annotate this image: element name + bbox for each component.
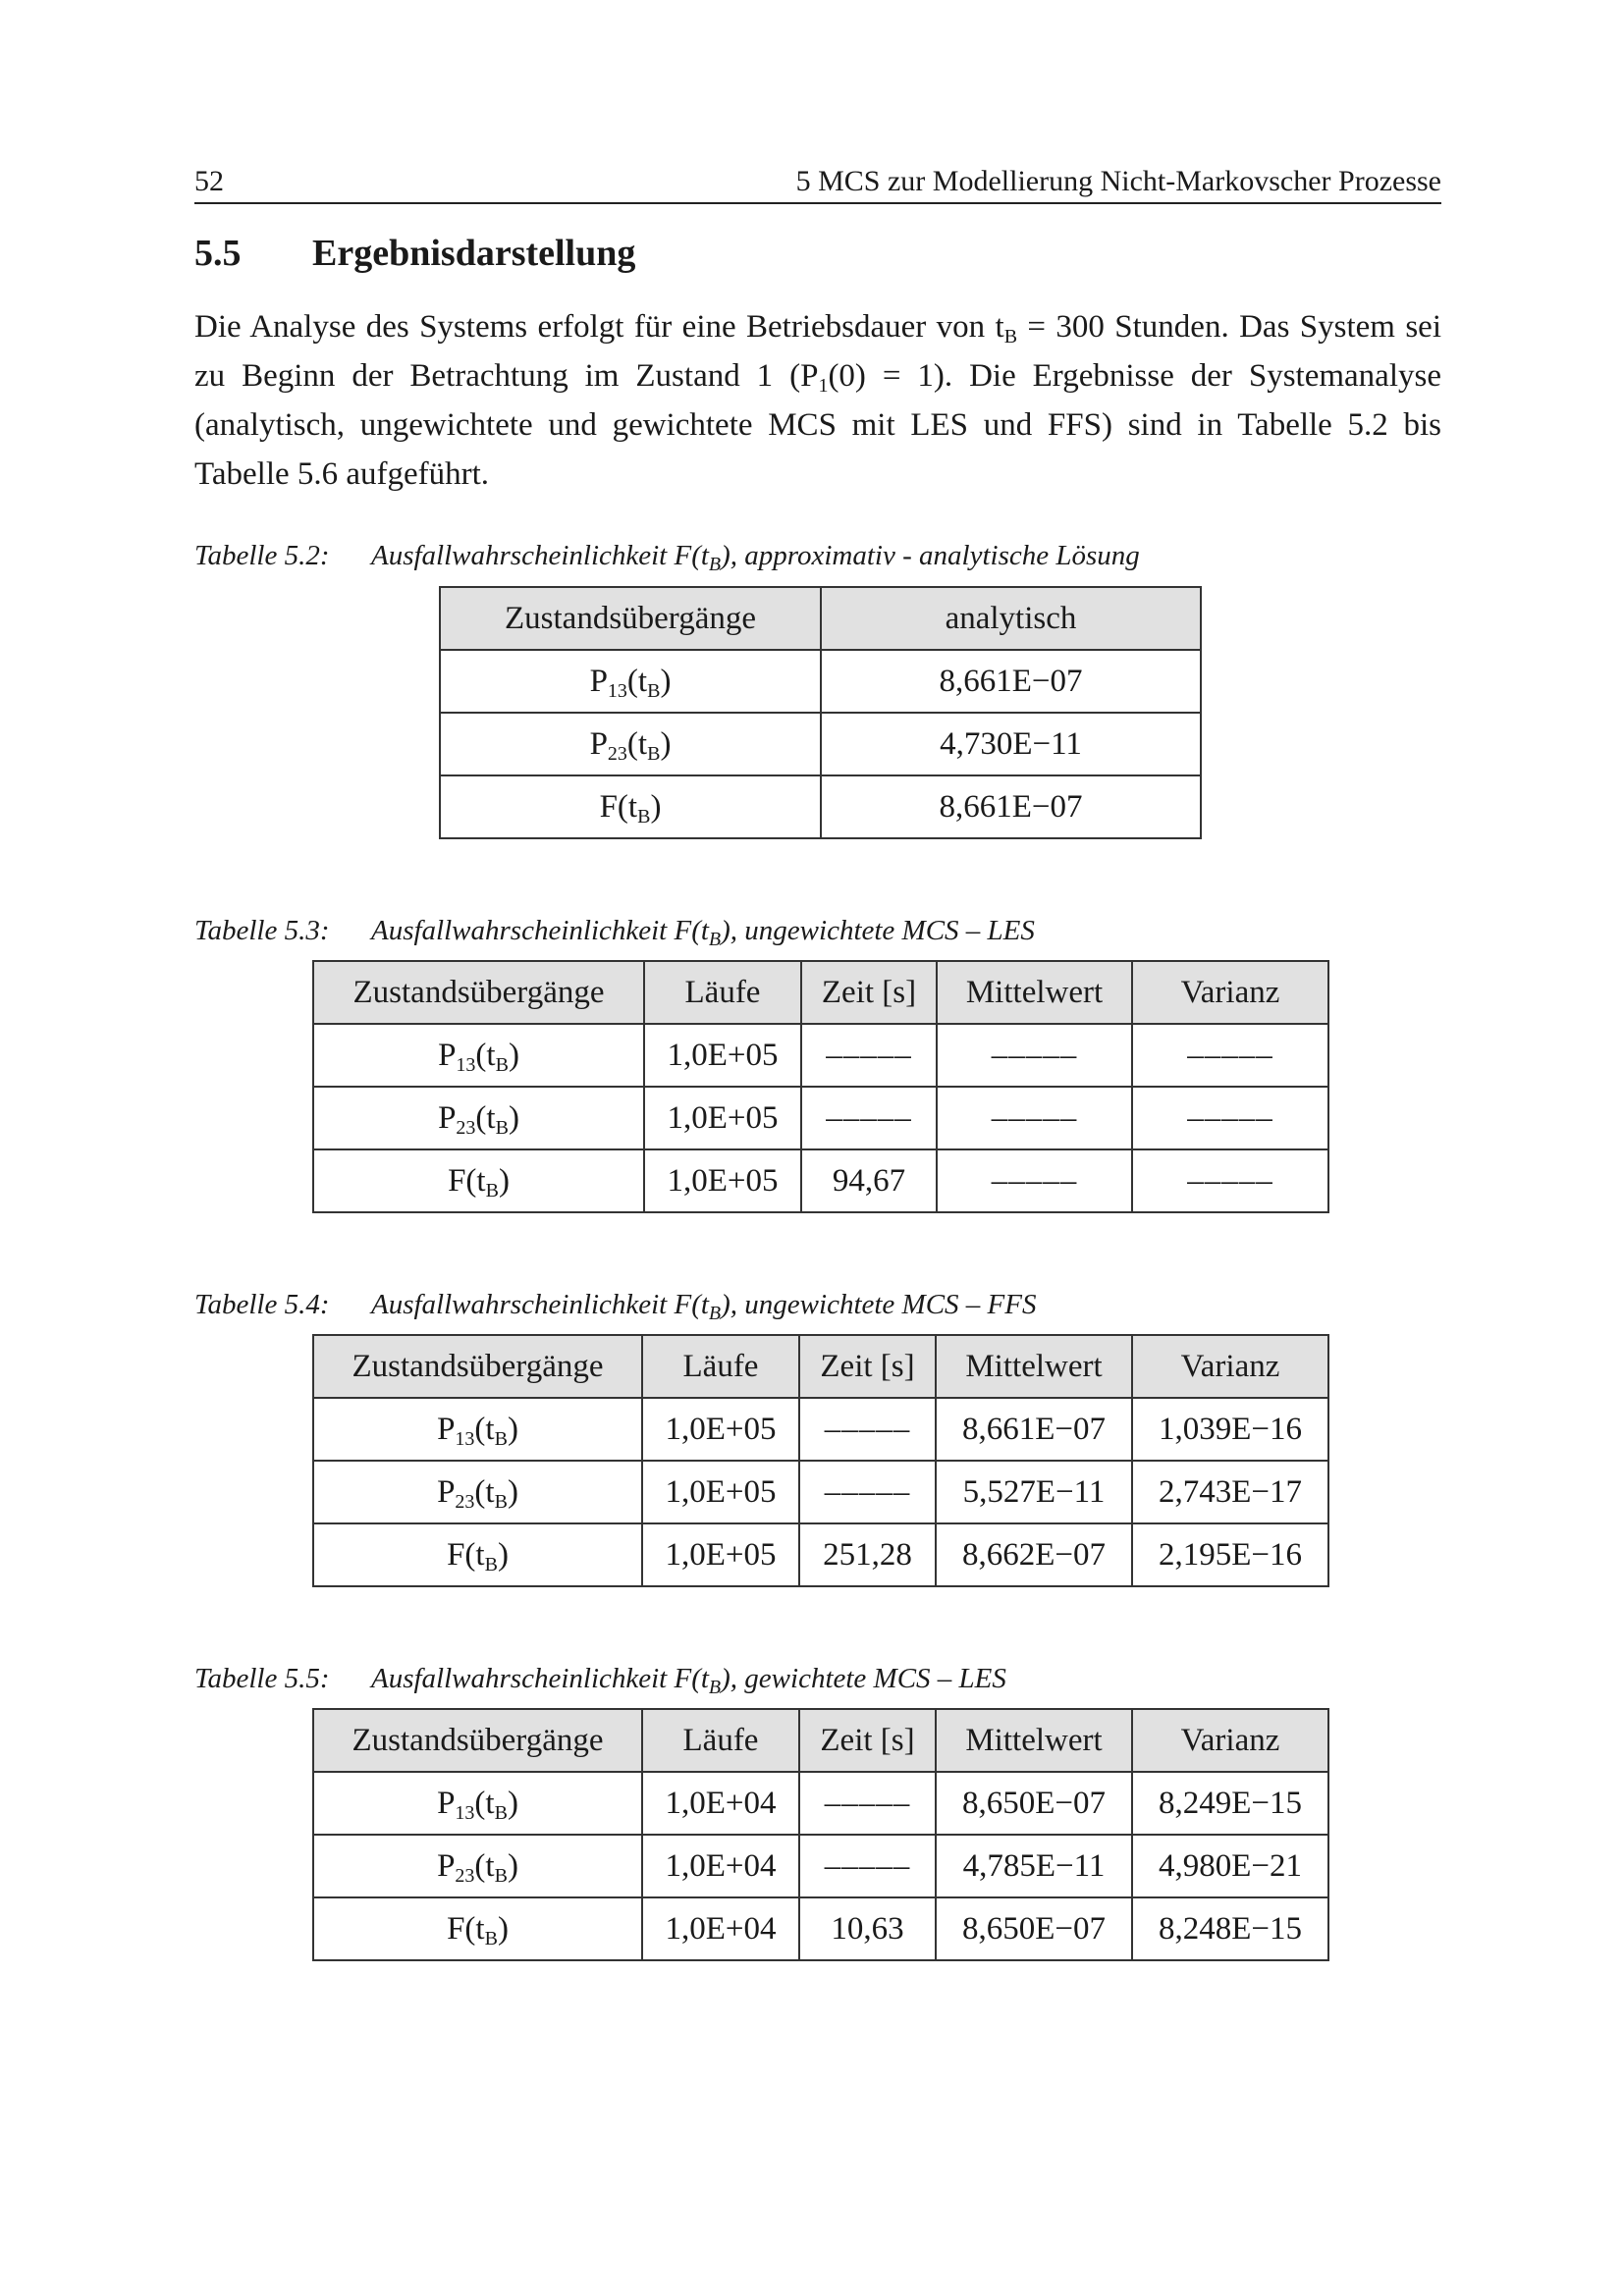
column-header: Läufe [642,1709,799,1772]
table-row [313,1523,1328,1586]
row-label: $P_{23}(t_B)$ [313,1835,642,1897]
paragraph-text: Die Analyse des Systems erfolgt für eine Betriebsdauer von t [194,309,1004,345]
caption-text: ), approximativ - analytische Lösung [721,540,1140,571]
cell-runs: 1,0E+04 [642,1835,799,1897]
column-header: Zeit [s] [799,1335,936,1398]
table-5-4 [312,1334,1329,1587]
table-row [440,650,1201,713]
cell-mean: 8,661E−07 [936,1398,1132,1461]
column-header: Varianz [1132,1335,1328,1398]
section-number: 5.5 [194,233,242,274]
cell-mean: ––––– [937,1024,1132,1087]
column-header: Zustandsübergänge [440,587,821,650]
table-header-row [313,1709,1328,1772]
row-label: $P_{13}(t_B)$ [313,1772,642,1835]
table-row [313,1772,1328,1835]
table-5-5 [312,1708,1329,1961]
caption-text: Ausfallwahrscheinlichkeit F(t [371,1289,709,1320]
paragraph-subscript: 1 [818,375,829,397]
chapter-title: 5 MCS zur Modellierung Nicht-Markovscher Prozesse [795,165,1441,197]
cell-mean: ––––– [937,1087,1132,1149]
row-label: $P_{13}(t_B)$ [440,650,821,713]
column-header: Zustandsübergänge [313,961,644,1024]
cell-variance: 4,980E−21 [1132,1835,1328,1897]
row-label: $P_{23}(t_B)$ [440,713,821,775]
page-number: 52 [194,165,224,197]
table-row [440,713,1201,775]
caption-label: Tabelle 5.3: [194,915,330,946]
cell-runs: 1,0E+05 [644,1087,801,1149]
table-caption-5-3 [194,915,1035,950]
caption-label: Tabelle 5.4: [194,1289,330,1320]
column-header: Mittelwert [936,1709,1132,1772]
cell-time: 94,67 [801,1149,937,1212]
row-label: $F(t_B)$ [313,1149,644,1212]
cell-variance: 1,039E−16 [1132,1398,1328,1461]
paragraph-subscript: B [1003,326,1018,347]
cell-variance: ––––– [1132,1149,1328,1212]
cell-runs: 1,0E+04 [642,1897,799,1960]
table-row [313,1835,1328,1897]
row-label: $F(t_B)$ [313,1897,642,1960]
cell-mean: ––––– [937,1149,1132,1212]
column-header: Mittelwert [936,1335,1132,1398]
cell-time: ––––– [801,1087,937,1149]
table-row [440,775,1201,838]
body-paragraph [194,302,1441,499]
column-header: Mittelwert [937,961,1132,1024]
table-caption-5-4 [194,1289,1037,1324]
caption-text: Ausfallwahrscheinlichkeit F(t [371,540,709,571]
caption-text: ), ungewichtete MCS – LES [721,915,1035,946]
cell-runs: 1,0E+04 [642,1772,799,1835]
column-header: Läufe [642,1335,799,1398]
table-row [313,1087,1328,1149]
caption-text: Ausfallwahrscheinlichkeit F(t [371,1663,709,1694]
caption-subscript: B [708,1303,722,1324]
cell-runs: 1,0E+05 [642,1398,799,1461]
table-row [313,1398,1328,1461]
caption-text: ), gewichtete MCS – LES [721,1663,1006,1694]
cell-runs: 1,0E+05 [642,1461,799,1523]
table-row [313,1897,1328,1960]
cell-variance: 2,195E−16 [1132,1523,1328,1586]
cell-mean: 4,785E−11 [936,1835,1132,1897]
cell-mean: 5,527E−11 [936,1461,1132,1523]
section-title: Ergebnisdarstellung [312,233,636,274]
cell-analytic: 8,661E−07 [821,775,1201,838]
cell-runs: 1,0E+05 [644,1024,801,1087]
table-header-row [440,587,1201,650]
cell-variance: ––––– [1132,1024,1328,1087]
caption-text: ), ungewichtete MCS – FFS [721,1289,1037,1320]
page-header [194,161,1441,204]
cell-runs: 1,0E+05 [642,1523,799,1586]
table-caption-5-2 [194,540,1140,575]
column-header: Zeit [s] [799,1709,936,1772]
table-row [313,1461,1328,1523]
table-5-2 [439,586,1202,839]
cell-variance: 2,743E−17 [1132,1461,1328,1523]
cell-time: 251,28 [799,1523,936,1586]
cell-time: 10,63 [799,1897,936,1960]
row-label: $P_{23}(t_B)$ [313,1461,642,1523]
cell-mean: 8,662E−07 [936,1523,1132,1586]
cell-variance: ––––– [1132,1087,1328,1149]
table-row [313,1149,1328,1212]
caption-label: Tabelle 5.2: [194,540,330,571]
table-row [313,1024,1328,1087]
column-header: Zeit [s] [801,961,937,1024]
cell-variance: 8,248E−15 [1132,1897,1328,1960]
cell-time: ––––– [799,1772,936,1835]
table-header-row [313,961,1328,1024]
paragraph-text: (0) = 1). Die Ergebnisse der Systemanalyse (analytisch, ungewichtete und gewichtete MCS mit LES und FFS) sind in Tabelle 5.2 bis Tabelle 5.6 aufgeführt. [194,358,1441,492]
cell-variance: 8,249E−15 [1132,1772,1328,1835]
cell-analytic: 8,661E−07 [821,650,1201,713]
cell-mean: 8,650E−07 [936,1772,1132,1835]
column-header: Läufe [644,961,801,1024]
caption-label: Tabelle 5.5: [194,1663,330,1694]
column-header: Varianz [1132,961,1328,1024]
row-label: $P_{13}(t_B)$ [313,1398,642,1461]
caption-text: Ausfallwahrscheinlichkeit F(t [371,915,709,946]
cell-analytic: 4,730E−11 [821,713,1201,775]
table-5-3 [312,960,1329,1213]
cell-mean: 8,650E−07 [936,1897,1132,1960]
cell-time: ––––– [799,1461,936,1523]
row-label: $F(t_B)$ [313,1523,642,1586]
table-header-row [313,1335,1328,1398]
caption-subscript: B [708,1677,722,1698]
cell-time: ––––– [799,1835,936,1897]
column-header: analytisch [821,587,1201,650]
paragraph-text: = 300 Stunden. Das System sei zu Beginn der Betrachtung im Zustand 1 (P [194,309,1441,394]
row-label: $P_{23}(t_B)$ [313,1087,644,1149]
column-header: Zustandsübergänge [313,1709,642,1772]
table-caption-5-5 [194,1663,1006,1698]
caption-subscript: B [708,929,722,950]
section-heading [194,232,635,275]
cell-time: ––––– [799,1398,936,1461]
row-label: $P_{13}(t_B)$ [313,1024,644,1087]
cell-time: ––––– [801,1024,937,1087]
column-header: Varianz [1132,1709,1328,1772]
column-header: Zustandsübergänge [313,1335,642,1398]
cell-runs: 1,0E+05 [644,1149,801,1212]
row-label: $F(t_B)$ [440,775,821,838]
caption-subscript: B [708,554,722,575]
